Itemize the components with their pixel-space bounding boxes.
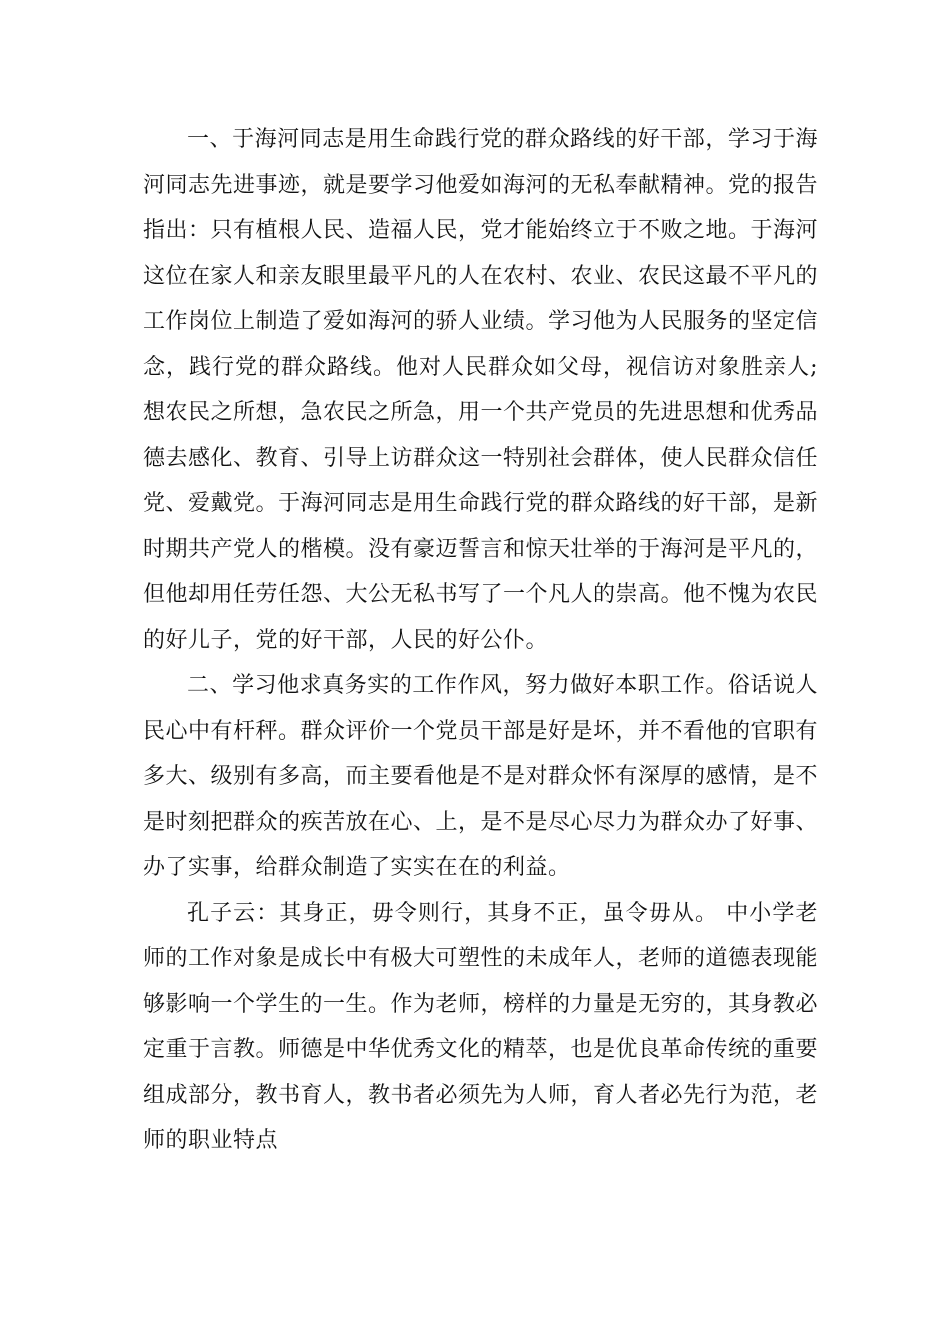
paragraph-2: 二、学习他求真务实的工作作风，努力做好本职工作。俗话说人民心中有杆秤。群众评价一个党员干部是好是坏，并不看他的官职有多大、级别有多高，而主要看他是不是对群众怀有深厚的感情，是不是时刻把群众的疾苦放在心、上，是不是尽心尽力为群众办了好事、办了实事，给群众制造了实实在在的利益。 [143, 673, 819, 880]
paragraph-1: 一、于海河同志是用生命践行党的群众路线的好干部，学习于海河同志先进事迹，就是要学习他爱如海河的无私奉献精神。党的报告指出：只有植根人民、造福人民，党才能始终立于不败之地。于海河这位在家人和亲友眼里最平凡的人在农村、农业、农民这最不平凡的工作岗位上制造了爱如海河的骄人业绩。学习他为人民服务的坚定信念，践行党的群众路线。他对人民群众如父母，视信访对象胜亲人;想农民之所想，急农民之所急，用一个共产党员的先进思想和优秀品德去感化、教育、引导上访群众这一特别社会群体，使人民群众信任党、爱戴党。于海河同志是用生命践行党的群众路线的好干部，是新时期共产党人的楷模。没有豪迈誓言和惊天壮举的于海河是平凡的，但他却用任劳任怨、大公无私书写了一个凡人的崇高。他不愧为农民的好儿子，党的好干部，人民的好公仆。 [143, 127, 819, 653]
document-body [143, 117, 818, 1164]
paragraph-3: 孔子云：其身正，毋令则行，其身不正，虽令毋从。 中小学老师的工作对象是成长中有极大可塑性的未成年人，老师的道德表现能够影响一个学生的一生。作为老师，榜样的力量是无穷的，其身教必定重于言教。师德是中华优秀文化的精萃，也是优良革命传统的重要组成部分，教书育人，教书者必须先为人师，育人者必先行为范，老师的职业特点 [143, 900, 819, 1153]
